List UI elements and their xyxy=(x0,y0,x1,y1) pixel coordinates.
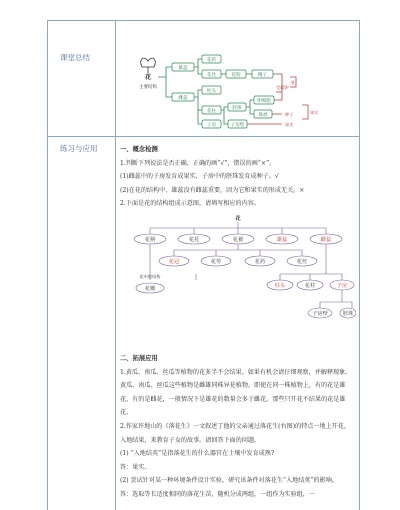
svg-text:珠被: 珠被 xyxy=(258,113,268,118)
section1-heading: 一、概念检测 xyxy=(120,146,158,153)
label-fruit: 果实 xyxy=(310,110,319,115)
tree-node-ovary xyxy=(330,280,354,290)
section2-q1-answer: 黄瓜、南瓜、丝瓜这些植物是雌雄同株异花植物，即使在同一株植物上，有的花是雄花，有的是雌花，一般情况下是雄花的数量会多于雌花。那些只开花不结果的花是雄花。 xyxy=(120,382,346,417)
svg-text:花丝: 花丝 xyxy=(296,258,308,265)
flower-icon xyxy=(141,58,156,73)
svg-text:子房: 子房 xyxy=(206,123,217,128)
section1-q1: 1.判断下列说法是否正确，正确的画“√”，错误的画“×”。 xyxy=(120,159,276,167)
tree-node-style xyxy=(297,280,323,290)
svg-text:花药: 花药 xyxy=(254,258,266,265)
label-pericarp: 果皮 xyxy=(285,122,294,127)
diagram-root-caption: 主要结构 xyxy=(139,85,157,90)
svg-text:子房壁: 子房壁 xyxy=(312,310,328,317)
tree-left-note: 花中的结构 xyxy=(139,273,161,279)
tree-node-pedicel xyxy=(134,234,166,244)
diagram-root: 花 xyxy=(144,74,152,81)
tree-node-perianth xyxy=(222,234,254,244)
tree-node-stigma xyxy=(267,280,293,290)
practice-content xyxy=(120,143,356,502)
svg-text:花药: 花药 xyxy=(206,58,217,63)
svg-text:花托: 花托 xyxy=(188,236,200,243)
svg-text:花柱: 花柱 xyxy=(304,282,316,289)
section2-q2: 2.作家许地山的《落花生》一文叙述了他的父亲通过落花生(右图)的特点一地上开花，入地结果，来教育子女的故事。请回答下面的问题。 xyxy=(120,422,350,444)
tree-node-pistil xyxy=(310,234,342,244)
box-sperm xyxy=(252,70,273,78)
tree-node-petal xyxy=(136,283,164,293)
svg-text:子房: 子房 xyxy=(336,282,348,289)
box-style xyxy=(202,106,221,114)
box-ovule xyxy=(228,103,246,111)
svg-text:花柱: 花柱 xyxy=(206,109,217,114)
flower-tree-diagram xyxy=(120,212,356,348)
box-integument xyxy=(254,110,272,118)
column-divider xyxy=(115,20,116,510)
section2-q2a: (1) “入地结英”是指落花生的什么器官在土壤中发育成熟? xyxy=(120,450,275,458)
svg-text:花柄: 花柄 xyxy=(144,236,156,243)
svg-text:胚珠: 胚珠 xyxy=(232,106,242,111)
section1-q2: 2.下面是花的结构组成示意图，请填写相应的内容。 xyxy=(120,200,260,208)
svg-text:子房壁: 子房壁 xyxy=(230,123,245,128)
row-label-summary: 课堂总结 xyxy=(60,53,90,62)
svg-text:雌蕊: 雌蕊 xyxy=(178,96,188,101)
tree-node-corolla xyxy=(159,256,189,266)
svg-text:雄蕊: 雄蕊 xyxy=(178,66,188,71)
svg-text:花被: 花被 xyxy=(232,236,244,243)
section2-q1: 1.黄瓜、南瓜、丝瓜等植物的花多半不会结果。如果有机会请仔细观察，并解释现象。 xyxy=(120,368,352,376)
svg-text:胚珠: 胚珠 xyxy=(342,310,354,317)
svg-text:精子: 精子 xyxy=(257,73,268,78)
row-label-practice: 练习与应用 xyxy=(60,144,98,153)
tree-node-filament xyxy=(287,256,317,266)
tree-node-stamen xyxy=(266,234,298,244)
tree-root: 花 xyxy=(235,215,241,222)
tree-node-calyx xyxy=(201,256,231,266)
box-filament xyxy=(202,70,221,78)
tree-node-receptacle xyxy=(178,234,210,244)
label-embryo: 胚 xyxy=(291,80,296,85)
svg-text:花冠: 花冠 xyxy=(168,258,180,265)
svg-text:雄蕊: 雄蕊 xyxy=(276,236,288,243)
tree-node-anther xyxy=(245,256,275,266)
box-ovary xyxy=(202,120,221,128)
section2-q2b-answer: 答：选取等长适度相同的落花生苗，随机分成两组，一组作为实验组，一 xyxy=(120,490,315,498)
flower-structure-figure xyxy=(120,212,356,348)
box-anther xyxy=(202,55,221,63)
box-pistil xyxy=(172,93,194,101)
svg-text:卵细胞: 卵细胞 xyxy=(257,99,271,104)
box-ovary-wall xyxy=(228,120,247,128)
tree-node-ovary-wall xyxy=(308,308,332,318)
summary-diagram xyxy=(130,47,330,133)
svg-text:花粉: 花粉 xyxy=(231,73,241,78)
svg-text:花丝: 花丝 xyxy=(206,73,217,78)
box-stigma xyxy=(202,86,221,94)
section2-q2b: (2) 尝试针对某一种环境条件设计实验，研究该条件对落花生“入地结荚”的影响。 xyxy=(120,477,338,485)
box-stamen xyxy=(172,63,194,71)
tree-node-ovule xyxy=(340,308,356,318)
section2-heading: 二、拓展应用 xyxy=(120,354,158,362)
section2-q2a-answer: 答：果实。 xyxy=(120,463,151,471)
svg-text:花萼: 花萼 xyxy=(210,258,222,265)
svg-text:柱头: 柱头 xyxy=(274,282,286,289)
box-egg-cell xyxy=(254,96,274,104)
svg-text:柱头: 柱头 xyxy=(206,89,217,94)
svg-text:雌蕊: 雌蕊 xyxy=(320,236,332,243)
label-seed: 种子 xyxy=(285,112,294,117)
svg-text:花瓣: 花瓣 xyxy=(144,285,156,292)
label-zygote: 受精卵 xyxy=(276,85,289,90)
section1-q1a: (1)雌蕊中的子房发育成果实，子房中的胚珠发育成种子。√ xyxy=(120,173,279,181)
box-pollen xyxy=(226,70,246,78)
section1-q1b: (2)在花的结构中，雄蕊没有雌蕊重要，因为它和果实的形成无关。× xyxy=(120,186,305,194)
